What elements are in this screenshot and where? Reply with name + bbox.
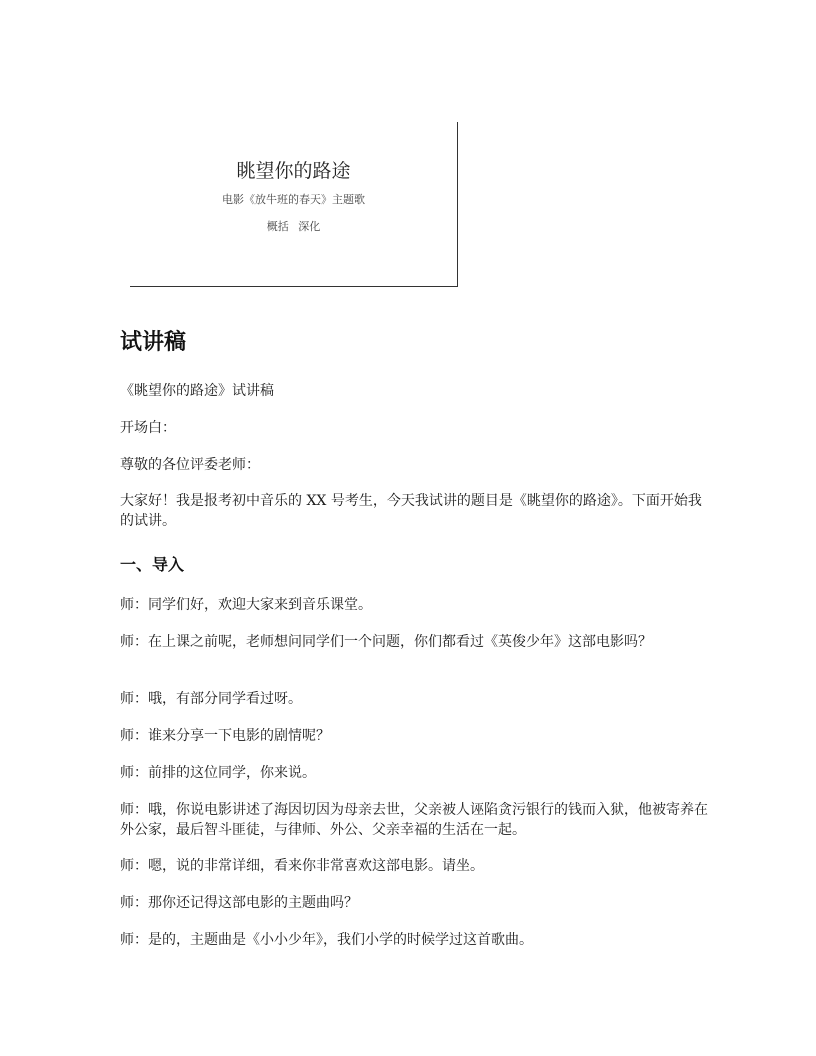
slide-authors: 概括 深化 xyxy=(266,220,321,233)
dialogue-line: 师：哦，你说电影讲述了海因切因为母亲去世，父亲被人诬陷贪污银行的钱而入狱，他被寄养在外公家，最后智斗匪徒，与律师、外公、父亲幸福的生活在一起。 xyxy=(120,802,708,838)
slide-thumbnail xyxy=(130,122,458,287)
paragraph-greeting: 尊敬的各位评委老师： xyxy=(120,457,260,473)
dialogue-line: 师：那你还记得这部电影的主题曲吗？ xyxy=(120,895,358,911)
dialogue-line: 师：哦，有部分同学看过呀。 xyxy=(120,691,302,707)
document-title: 试讲稿 xyxy=(120,330,187,355)
slide-subtitle: 电影《放牛班的春天》主题歌 xyxy=(222,193,365,206)
dialogue-line: 师：在上课之前呢，老师想问同学们一个问题，你们都看过《英俊少年》这部电影吗？ xyxy=(120,634,652,650)
dialogue-line: 师：谁来分享一下电影的剧情呢？ xyxy=(120,728,330,744)
section-heading: 一、导入 xyxy=(120,555,185,574)
paragraph-opening: 开场白： xyxy=(120,420,176,436)
dialogue-line: 师：是的，主题曲是《小小少年》，我们小学的时候学过这首歌曲。 xyxy=(120,932,533,948)
dialogue-line: 师：前排的这位同学，你来说。 xyxy=(120,765,316,781)
slide-title: 眺望你的路途 xyxy=(236,160,351,182)
dialogue-line: 师：嗯，说的非常详细，看来你非常喜欢这部电影。请坐。 xyxy=(120,858,484,874)
dialogue-line: 师：同学们好，欢迎大家来到音乐课堂。 xyxy=(120,597,372,613)
paragraph-introduction: 大家好！我是报考初中音乐的 XX 号考生，今天我试讲的题目是《眺望你的路途》。下面开始我的试讲。 xyxy=(120,493,702,529)
paragraph-lecture-title: 《眺望你的路途》试讲稿 xyxy=(120,383,274,399)
